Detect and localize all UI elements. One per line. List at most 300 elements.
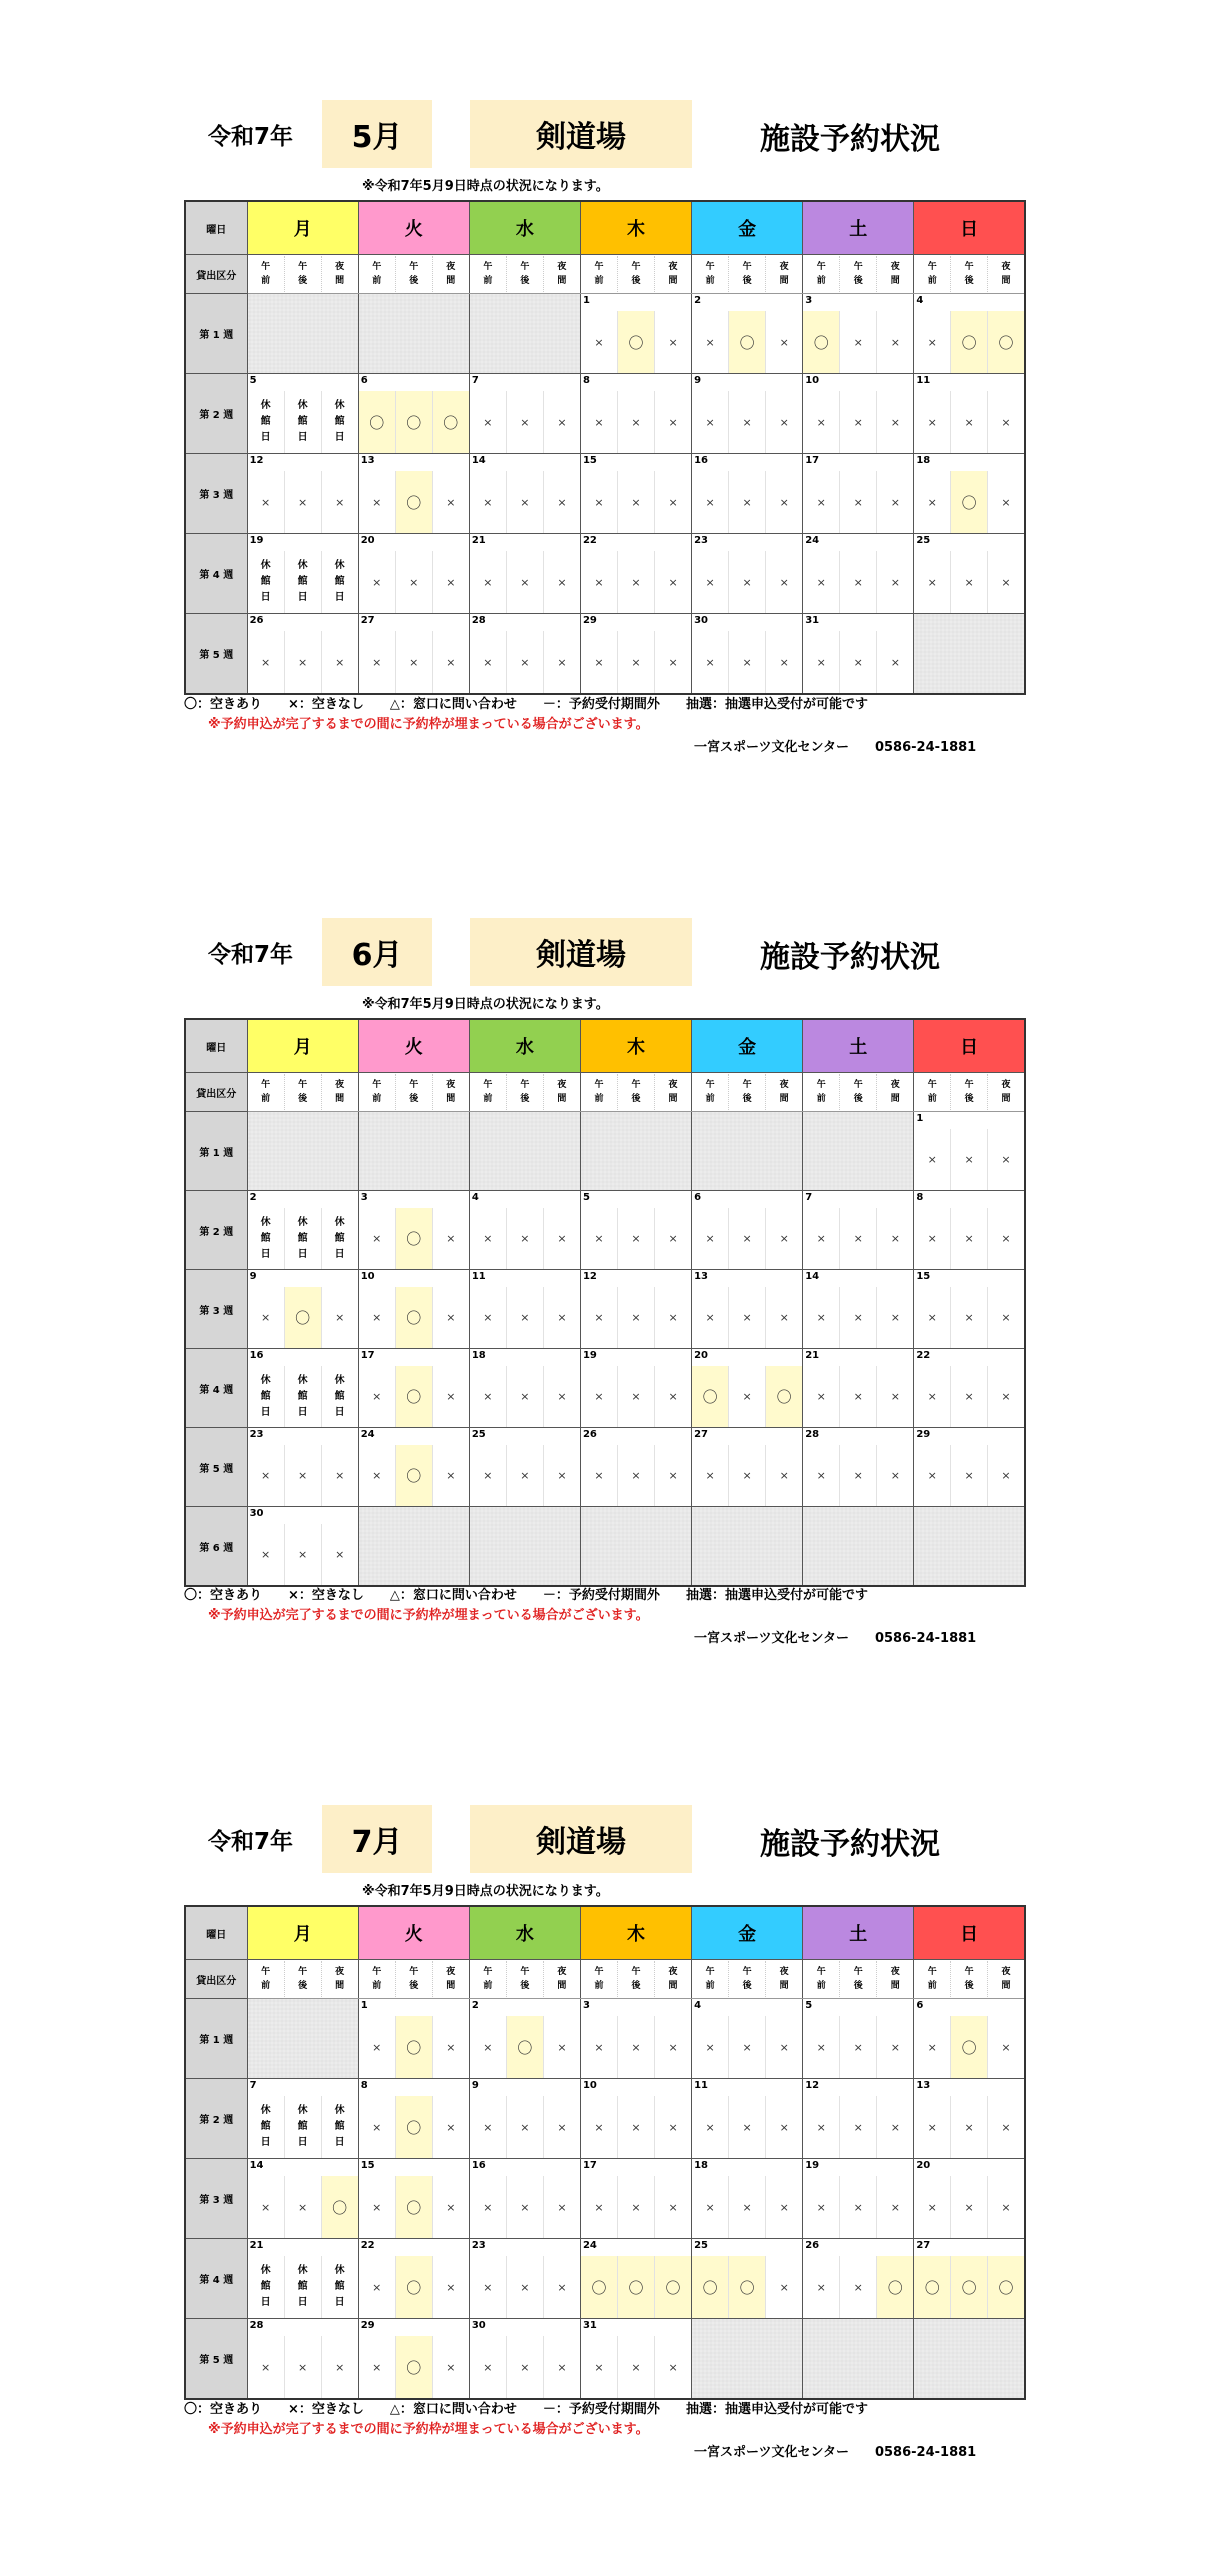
- empty-day-cell: [803, 1507, 914, 1587]
- time-slots: [359, 2256, 469, 2318]
- closed-label-char: 休: [297, 2105, 308, 2116]
- slot-full: ×: [483, 2040, 493, 2054]
- time-slots: [470, 471, 580, 533]
- slot-full: ×: [765, 631, 802, 693]
- slot-header-cell: [692, 255, 803, 294]
- time-slots: [692, 1366, 802, 1427]
- slot-full: ×: [432, 2176, 469, 2238]
- slot-header-cell: [358, 1073, 469, 1112]
- weekday-header: 火: [358, 201, 469, 255]
- slot-full: ×: [617, 2016, 654, 2078]
- closed-label-char: 休: [297, 400, 308, 411]
- slot-full: ×: [483, 495, 493, 509]
- day-number: 5: [249, 375, 257, 386]
- month-section: [0, 1805, 1206, 2470]
- closed-label-char: 休: [260, 400, 271, 411]
- time-slots: [692, 1208, 802, 1269]
- slot-available[interactable]: 〇: [581, 2256, 617, 2318]
- closed-day-label: [284, 1208, 321, 1269]
- slot-available[interactable]: 〇: [506, 2016, 543, 2078]
- slot-label-char: 間: [890, 276, 900, 286]
- time-slots: [581, 471, 691, 533]
- slot-label-char: 午: [594, 1080, 604, 1090]
- time-slots: [359, 1366, 469, 1427]
- day-number: 17: [582, 2160, 597, 2171]
- legend-item: △：窓口に問い合わせ: [389, 2402, 517, 2417]
- slot-full: ×: [987, 1366, 1024, 1427]
- contact-phone: 0586-24-1881: [874, 740, 977, 755]
- day-number: 12: [805, 2080, 820, 2091]
- day-number: 22: [582, 535, 597, 546]
- slot-label-char: 午: [520, 1967, 530, 1977]
- closed-label-char: 館: [297, 1390, 308, 1402]
- slot-available[interactable]: 〇: [950, 2256, 987, 2318]
- slot-label-char: 間: [335, 1981, 345, 1991]
- slot-full: ×: [432, 2256, 469, 2318]
- day-number: 25: [471, 1429, 486, 1440]
- slot-available[interactable]: 〇: [692, 1366, 728, 1427]
- day-number: 4: [916, 295, 924, 306]
- slot-label-char: 午: [853, 1967, 863, 1977]
- closed-label-char: 休: [334, 1216, 345, 1228]
- day-number: 10: [582, 2080, 597, 2091]
- slot-full: ×: [839, 2256, 876, 2318]
- slot-label: [432, 256, 469, 292]
- slot-available[interactable]: 〇: [395, 1208, 432, 1269]
- slot-full: ×: [705, 1232, 715, 1245]
- slot-label-char: 間: [446, 1094, 456, 1104]
- slot-label-char: 後: [964, 1981, 974, 1991]
- slot-label: [765, 1074, 802, 1110]
- closed-label-char: 日: [260, 2297, 271, 2308]
- day-number: 10: [360, 1271, 375, 1282]
- day-cell: [469, 534, 580, 614]
- slot-full: ×: [705, 335, 715, 349]
- day-cell: [803, 374, 914, 454]
- week-label: 第 1 週: [185, 1112, 247, 1191]
- slot-full: ×: [372, 1390, 382, 1403]
- slot-full: ×: [284, 1445, 321, 1506]
- slot-available[interactable]: 〇: [950, 2016, 987, 2078]
- slot-full: ×: [816, 1469, 826, 1482]
- legend-item: ×：空きなし: [288, 2402, 364, 2417]
- slot-label-char: 午: [705, 1080, 715, 1090]
- slot-full: ×: [543, 2176, 580, 2238]
- closed-label-char: 館: [334, 2121, 345, 2132]
- slot-full: ×: [372, 1311, 382, 1324]
- day-cell: [469, 1428, 580, 1507]
- slot-labels: [692, 256, 802, 292]
- slot-full: ×: [506, 551, 543, 613]
- day-number: 19: [805, 2160, 820, 2171]
- slot-full: ×: [705, 575, 715, 589]
- time-slots: [248, 2176, 358, 2238]
- day-number: 8: [360, 2080, 368, 2091]
- week-row: [185, 2079, 1025, 2159]
- slot-label: [654, 1074, 691, 1110]
- slot-full: ×: [506, 391, 543, 453]
- day-number: 29: [360, 2320, 375, 2331]
- slot-full: ×: [876, 2176, 913, 2238]
- slot-label-char: 間: [1001, 276, 1011, 286]
- slot-full: ×: [617, 1445, 654, 1506]
- slot-full: ×: [927, 1469, 937, 1482]
- slot-full: ×: [728, 631, 765, 693]
- slot-label-char: 午: [298, 1080, 308, 1090]
- slot-full: ×: [506, 2336, 543, 2398]
- slot-row-label: 貸出区分: [185, 1960, 247, 1999]
- slot-label: [543, 256, 580, 292]
- slot-full: ×: [950, 1129, 987, 1190]
- slot-available[interactable]: 〇: [950, 311, 987, 373]
- slot-available[interactable]: 〇: [914, 2256, 950, 2318]
- closed-label-char: 休: [260, 1216, 271, 1228]
- slot-label-char: 夜: [557, 1080, 567, 1090]
- slot-available[interactable]: 〇: [395, 1287, 432, 1348]
- day-cell: [358, 374, 469, 454]
- closed-day-label: [321, 551, 358, 613]
- day-cell: [580, 1191, 691, 1270]
- slot-available[interactable]: 〇: [284, 1287, 321, 1348]
- legend: [184, 2398, 894, 2417]
- slot-label-char: 前: [705, 1981, 715, 1991]
- day-cell: [358, 2159, 469, 2239]
- slot-available[interactable]: 〇: [728, 311, 765, 373]
- slot-labels: [359, 1961, 469, 1997]
- slot-label-char: 後: [853, 276, 863, 286]
- slot-available[interactable]: 〇: [654, 2256, 691, 2318]
- slot-full: ×: [705, 415, 715, 429]
- slot-full: ×: [876, 631, 913, 693]
- slot-available[interactable]: 〇: [395, 1366, 432, 1427]
- slot-label: [321, 256, 358, 292]
- slot-label-char: 午: [927, 262, 937, 272]
- era-label: 令和7年: [208, 1829, 294, 1855]
- slot-full: ×: [543, 2256, 580, 2318]
- day-number: 11: [916, 375, 931, 386]
- slot-header-cell: [803, 1073, 914, 1112]
- slot-full: ×: [987, 1445, 1024, 1506]
- time-slots: [248, 2096, 358, 2158]
- time-slots: [470, 1445, 580, 1506]
- closed-day-label: [284, 391, 321, 453]
- slot-available[interactable]: 〇: [395, 2176, 432, 2238]
- contact-info: [694, 736, 976, 755]
- empty-day-cell: [358, 294, 469, 374]
- slot-header-cell: [914, 255, 1025, 294]
- day-number: 28: [471, 615, 486, 626]
- time-slots: [692, 1287, 802, 1348]
- time-slots: [914, 1129, 1024, 1190]
- slot-full: ×: [483, 2360, 493, 2374]
- slot-header-cell: [580, 1960, 691, 1999]
- closed-label-char: 日: [297, 2297, 308, 2308]
- slot-full: ×: [839, 2176, 876, 2238]
- closed-label-char: 館: [334, 2281, 345, 2292]
- slot-full: ×: [321, 1287, 358, 1348]
- day-cell: [469, 614, 580, 695]
- day-cell: [469, 374, 580, 454]
- slot-available[interactable]: 〇: [987, 2256, 1024, 2318]
- slot-available[interactable]: 〇: [876, 2256, 913, 2318]
- day-number: 8: [916, 1192, 924, 1203]
- closed-label-char: 日: [297, 1406, 308, 1418]
- time-slots: [248, 2336, 358, 2398]
- slot-label-char: 前: [261, 1981, 271, 1991]
- day-cell: [358, 614, 469, 695]
- slot-available[interactable]: 〇: [987, 311, 1024, 373]
- slot-full: ×: [543, 631, 580, 693]
- day-number: 17: [360, 1350, 375, 1361]
- day-number: 7: [249, 2080, 257, 2091]
- slot-available[interactable]: 〇: [728, 2256, 765, 2318]
- slot-label-char: 午: [298, 262, 308, 272]
- slot-label: [395, 1961, 432, 1997]
- time-slots: [692, 2016, 802, 2078]
- slot-available[interactable]: 〇: [359, 391, 395, 453]
- slot-label-char: 午: [372, 262, 382, 272]
- slot-label-char: 間: [668, 1094, 678, 1104]
- slot-available[interactable]: 〇: [692, 2256, 728, 2318]
- slot-label: [543, 1074, 580, 1110]
- slot-available[interactable]: 〇: [395, 2096, 432, 2158]
- slot-header-cell: [358, 1960, 469, 1999]
- slot-full: ×: [927, 1311, 937, 1324]
- weekday-header: 月: [247, 1906, 358, 1960]
- time-slots: [359, 1287, 469, 1348]
- day-number: 13: [694, 1271, 708, 1282]
- slot-full: ×: [816, 2280, 826, 2294]
- day-cell: [580, 1270, 691, 1349]
- slot-full: ×: [284, 2176, 321, 2238]
- slot-label: [581, 1961, 617, 1997]
- weekday-header: 金: [692, 1906, 803, 1960]
- legend-item: 〇：空きあり: [184, 2402, 263, 2417]
- contact-info: [694, 2441, 976, 2460]
- day-cell: [914, 1191, 1025, 1270]
- week-label: 第 5 週: [185, 1428, 247, 1507]
- slot-label-char: 午: [964, 262, 974, 272]
- time-slots: [803, 1366, 913, 1427]
- day-cell: [692, 534, 803, 614]
- slot-labels: [914, 1961, 1024, 1997]
- slot-full: ×: [816, 1232, 826, 1245]
- week-label: 第 5 週: [185, 2319, 247, 2400]
- day-cell: [692, 454, 803, 534]
- closed-label-char: 休: [260, 2105, 271, 2116]
- weekday-header: 水: [469, 1906, 580, 1960]
- day-cell: [358, 454, 469, 534]
- week-label: 第 2 週: [185, 2079, 247, 2159]
- slot-full: ×: [594, 2200, 604, 2214]
- day-cell: [803, 2079, 914, 2159]
- slot-available[interactable]: 〇: [803, 311, 839, 373]
- month-label: 7月: [322, 1805, 432, 1873]
- day-number: 15: [916, 1271, 931, 1282]
- slot-label-char: 夜: [1001, 1967, 1011, 1977]
- slot-full: ×: [765, 2176, 802, 2238]
- slot-full: ×: [876, 1366, 913, 1427]
- slot-label-char: 夜: [1001, 262, 1011, 272]
- contact-name: 一宮スポーツ文化センター: [694, 1631, 849, 1646]
- slot-full: ×: [654, 471, 691, 533]
- legend: [184, 1584, 894, 1603]
- slot-label-char: 後: [409, 1094, 419, 1104]
- slot-label: [284, 1074, 321, 1110]
- time-slots: [359, 1445, 469, 1506]
- day-cell: [580, 2239, 691, 2319]
- week-row: [185, 1112, 1025, 1191]
- page-title: 施設予約状況: [760, 122, 940, 157]
- slot-available[interactable]: 〇: [395, 1445, 432, 1506]
- slot-label-char: 夜: [668, 1080, 678, 1090]
- slot-full: ×: [372, 655, 382, 669]
- day-cell: [358, 1428, 469, 1507]
- slot-label-char: 間: [557, 276, 567, 286]
- slot-full: ×: [987, 2096, 1024, 2158]
- slot-label-char: 間: [890, 1094, 900, 1104]
- slot-available[interactable]: 〇: [395, 471, 432, 533]
- day-number: 20: [694, 1350, 708, 1361]
- day-cell: [247, 1191, 358, 1270]
- slot-header-cell: [803, 255, 914, 294]
- slot-available[interactable]: 〇: [617, 311, 654, 373]
- slot-full: ×: [432, 551, 469, 613]
- day-number: 18: [916, 455, 931, 466]
- slot-available[interactable]: 〇: [617, 2256, 654, 2318]
- slot-label-char: 後: [631, 1981, 641, 1991]
- time-slots: [248, 551, 358, 613]
- slot-label: [359, 1961, 395, 1997]
- slot-full: ×: [654, 551, 691, 613]
- slot-full: ×: [432, 1287, 469, 1348]
- slot-label: [914, 1074, 950, 1110]
- time-slots: [470, 2096, 580, 2158]
- time-slots: [359, 2176, 469, 2238]
- weekday-header: 土: [803, 201, 914, 255]
- slot-available[interactable]: 〇: [395, 2256, 432, 2318]
- day-cell: [247, 1349, 358, 1428]
- slot-label-char: 後: [409, 276, 419, 286]
- slot-full: ×: [987, 2176, 1024, 2238]
- slot-full: ×: [876, 1287, 913, 1348]
- slot-header-cell: [580, 1073, 691, 1112]
- time-slots: [914, 1445, 1024, 1506]
- day-cell: [803, 294, 914, 374]
- slot-label: [432, 1074, 469, 1110]
- slot-full: ×: [372, 2200, 382, 2214]
- slot-available[interactable]: 〇: [765, 1366, 802, 1427]
- day-cell: [692, 374, 803, 454]
- slot-full: ×: [483, 2120, 493, 2134]
- slot-label-char: 午: [372, 1080, 382, 1090]
- slot-label-char: 後: [520, 276, 530, 286]
- time-slots: [692, 311, 802, 373]
- slot-full: ×: [987, 471, 1024, 533]
- slot-labels: [581, 256, 691, 292]
- slot-available[interactable]: 〇: [395, 2336, 432, 2398]
- weekday-header: 火: [358, 1019, 469, 1073]
- slot-label-char: 午: [964, 1080, 974, 1090]
- slot-full: ×: [594, 335, 604, 349]
- closed-label-char: 館: [297, 2281, 308, 2292]
- empty-day-cell: [580, 1112, 691, 1191]
- day-cell: [803, 1428, 914, 1507]
- day-cell: [803, 1999, 914, 2079]
- closed-day-label: [248, 2256, 284, 2318]
- weekday-header: 木: [580, 1019, 691, 1073]
- slot-labels: [803, 1074, 913, 1110]
- slot-available[interactable]: 〇: [321, 2176, 358, 2238]
- time-slots: [359, 631, 469, 693]
- slot-full: ×: [728, 1287, 765, 1348]
- time-slots: [914, 551, 1024, 613]
- slot-available[interactable]: 〇: [950, 471, 987, 533]
- empty-day-cell: [692, 1112, 803, 1191]
- day-number: 11: [694, 2080, 708, 2091]
- slot-label-char: 後: [742, 1981, 752, 1991]
- day-cell: [469, 2239, 580, 2319]
- week-row: [185, 534, 1025, 614]
- closed-label-char: 館: [297, 1232, 308, 1244]
- slot-label: [395, 1074, 432, 1110]
- time-slots: [470, 2176, 580, 2238]
- day-cell: [580, 534, 691, 614]
- slot-full: ×: [950, 1366, 987, 1427]
- slot-full: ×: [728, 1366, 765, 1427]
- slot-full: ×: [816, 415, 826, 429]
- closed-label-char: 日: [260, 1248, 271, 1260]
- slot-available[interactable]: 〇: [432, 391, 469, 453]
- day-cell: [469, 454, 580, 534]
- slot-full: ×: [950, 1287, 987, 1348]
- time-slots: [803, 1445, 913, 1506]
- slot-full: ×: [432, 1366, 469, 1427]
- slot-full: ×: [927, 495, 937, 509]
- legend-item: △：窓口に問い合わせ: [389, 697, 517, 712]
- time-slots: [470, 2016, 580, 2078]
- day-cell: [914, 2239, 1025, 2319]
- slot-label: [914, 1961, 950, 1997]
- slot-full: ×: [594, 575, 604, 589]
- day-number: 24: [582, 2240, 597, 2251]
- day-number: 2: [471, 2000, 479, 2011]
- slot-labels: [692, 1074, 802, 1110]
- time-slots: [248, 1445, 358, 1506]
- slot-label-char: 夜: [446, 262, 456, 272]
- slot-full: ×: [950, 2096, 987, 2158]
- day-cell: [580, 1999, 691, 2079]
- day-cell: [469, 1270, 580, 1349]
- time-slots: [803, 471, 913, 533]
- slot-full: ×: [728, 471, 765, 533]
- slot-full: ×: [594, 415, 604, 429]
- day-cell: [580, 294, 691, 374]
- slot-available[interactable]: 〇: [395, 391, 432, 453]
- slot-label-char: 後: [853, 1094, 863, 1104]
- slot-label-char: 午: [927, 1967, 937, 1977]
- reservation-calendar: [184, 1018, 1026, 1587]
- slot-full: ×: [654, 2176, 691, 2238]
- slot-labels: [470, 1961, 580, 1997]
- slot-label-char: 夜: [890, 1967, 900, 1977]
- slot-label-char: 前: [483, 1094, 493, 1104]
- day-number: 23: [249, 1429, 264, 1440]
- slot-available[interactable]: 〇: [395, 2016, 432, 2078]
- slot-full: ×: [876, 1445, 913, 1506]
- closed-label-char: 日: [297, 1248, 308, 1260]
- slot-full: ×: [543, 2096, 580, 2158]
